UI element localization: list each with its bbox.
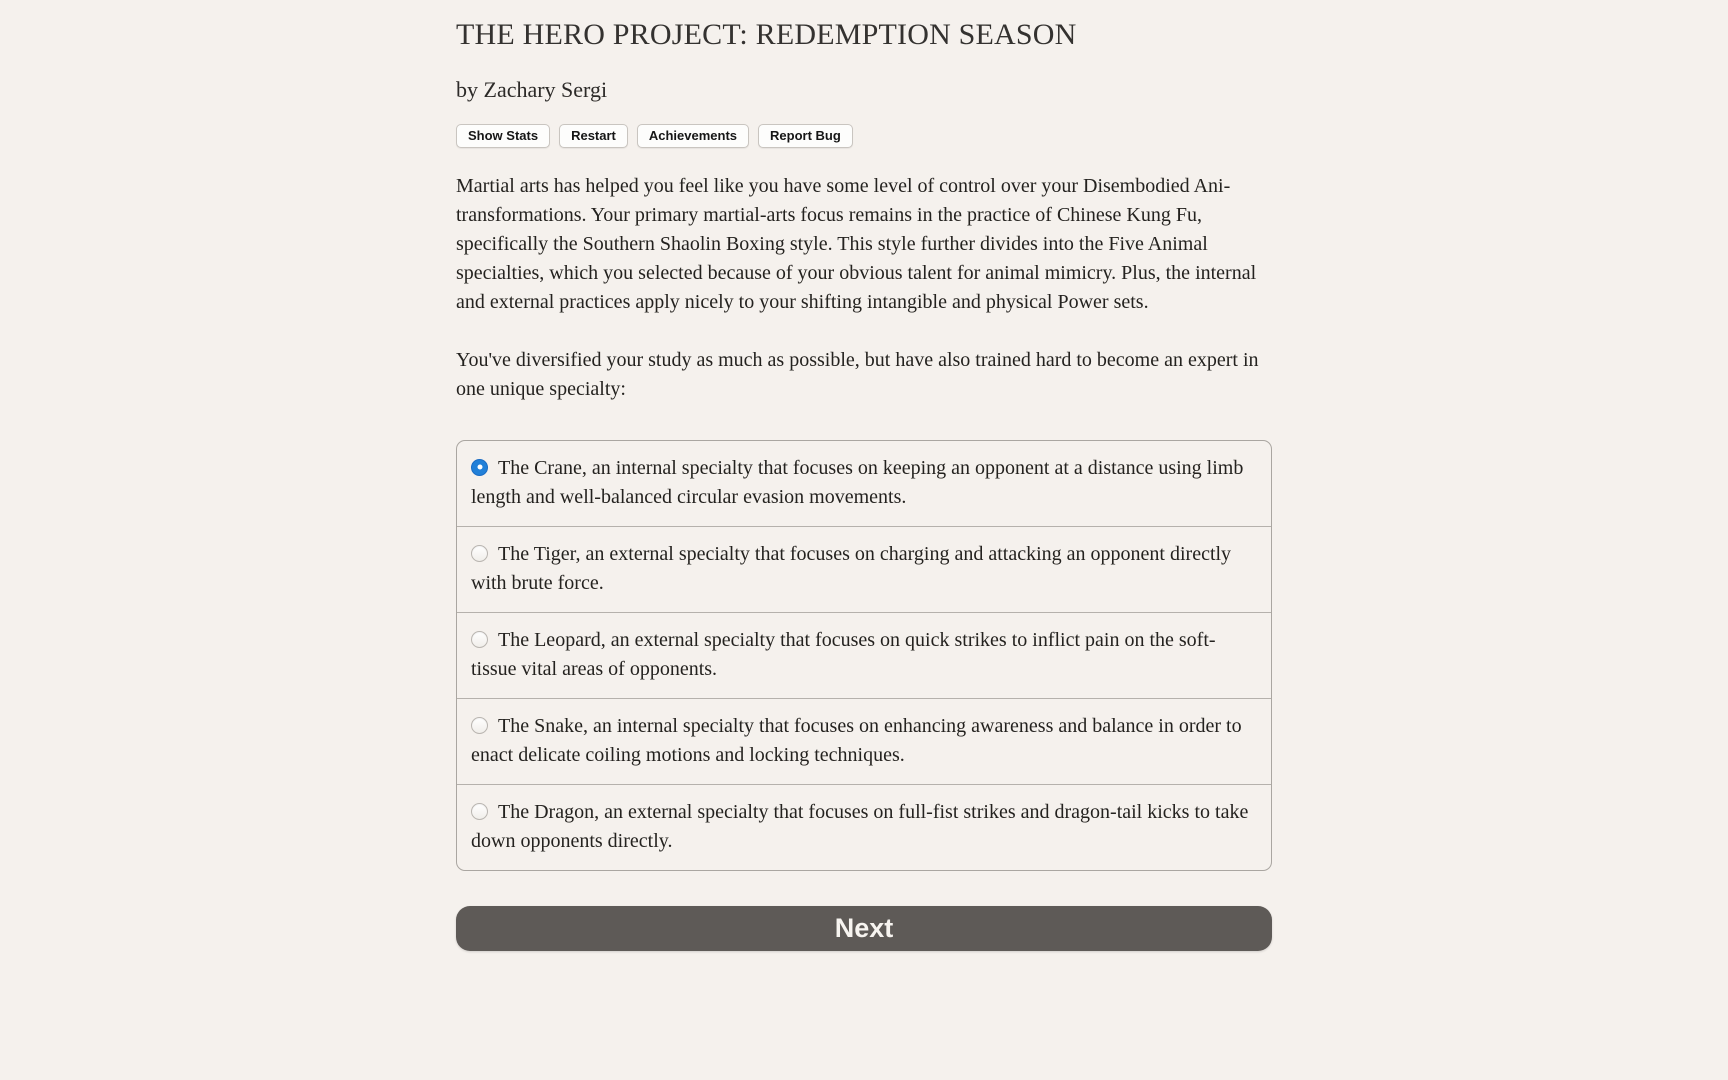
achievements-button[interactable]: Achievements: [637, 124, 749, 148]
choice-radio[interactable]: [471, 459, 488, 476]
choice-option-dragon[interactable]: [457, 784, 1271, 870]
show-stats-button[interactable]: Show Stats: [456, 124, 550, 148]
choice-radio[interactable]: [471, 717, 488, 734]
choice-option-label: The Tiger, an external specialty that focuses on charging and attacking an opponent directly with brute force.: [471, 542, 1232, 594]
story-page: [456, 0, 1272, 951]
next-button[interactable]: Next: [456, 906, 1272, 951]
choice-radio[interactable]: [471, 545, 488, 562]
report-bug-button[interactable]: Report Bug: [758, 124, 853, 148]
toolbar: [456, 124, 1272, 148]
choice-option-crane[interactable]: [457, 441, 1271, 526]
choice-option-snake[interactable]: [457, 698, 1271, 784]
choice-option-label: The Snake, an internal specialty that focuses on enhancing awareness and balance in order to enact delicate coiling motions and locking techniques.: [471, 714, 1242, 766]
choice-option-label: The Dragon, an external specialty that focuses on full-fist strikes and dragon-tail kicks to take down opponents directly.: [471, 800, 1249, 852]
choice-radio[interactable]: [471, 803, 488, 820]
choice-option-tiger[interactable]: [457, 526, 1271, 612]
story-paragraph: Martial arts has helped you feel like you have some level of control over your Disembodied Ani-transformations. Your primary martial-arts focus remains in the practice of Chinese Kung Fu, specifically the Southern Shaolin Boxing style. This style further divides into the Five Animal specialties, which you selected because of your obvious talent for animal mimicry. Plus, the internal and external practices apply nicely to your shifting intangible and physical Power sets.: [456, 174, 1257, 313]
story-text: [456, 172, 1272, 404]
restart-button[interactable]: Restart: [559, 124, 628, 148]
game-title: THE HERO PROJECT: REDEMPTION SEASON: [456, 18, 1077, 51]
choice-list: [456, 440, 1272, 871]
author-byline: by Zachary Sergi: [456, 76, 608, 102]
choice-option-leopard[interactable]: [457, 612, 1271, 698]
story-paragraph: You've diversified your study as much as possible, but have also trained hard to become an expert in one unique specialty:: [456, 348, 1259, 400]
choice-option-label: The Crane, an internal specialty that focuses on keeping an opponent at a distance using limb length and well-balanced circular evasion movements.: [471, 456, 1244, 508]
choice-radio[interactable]: [471, 631, 488, 648]
choice-option-label: The Leopard, an external specialty that focuses on quick strikes to inflict pain on the soft-tissue vital areas of opponents.: [471, 628, 1216, 680]
